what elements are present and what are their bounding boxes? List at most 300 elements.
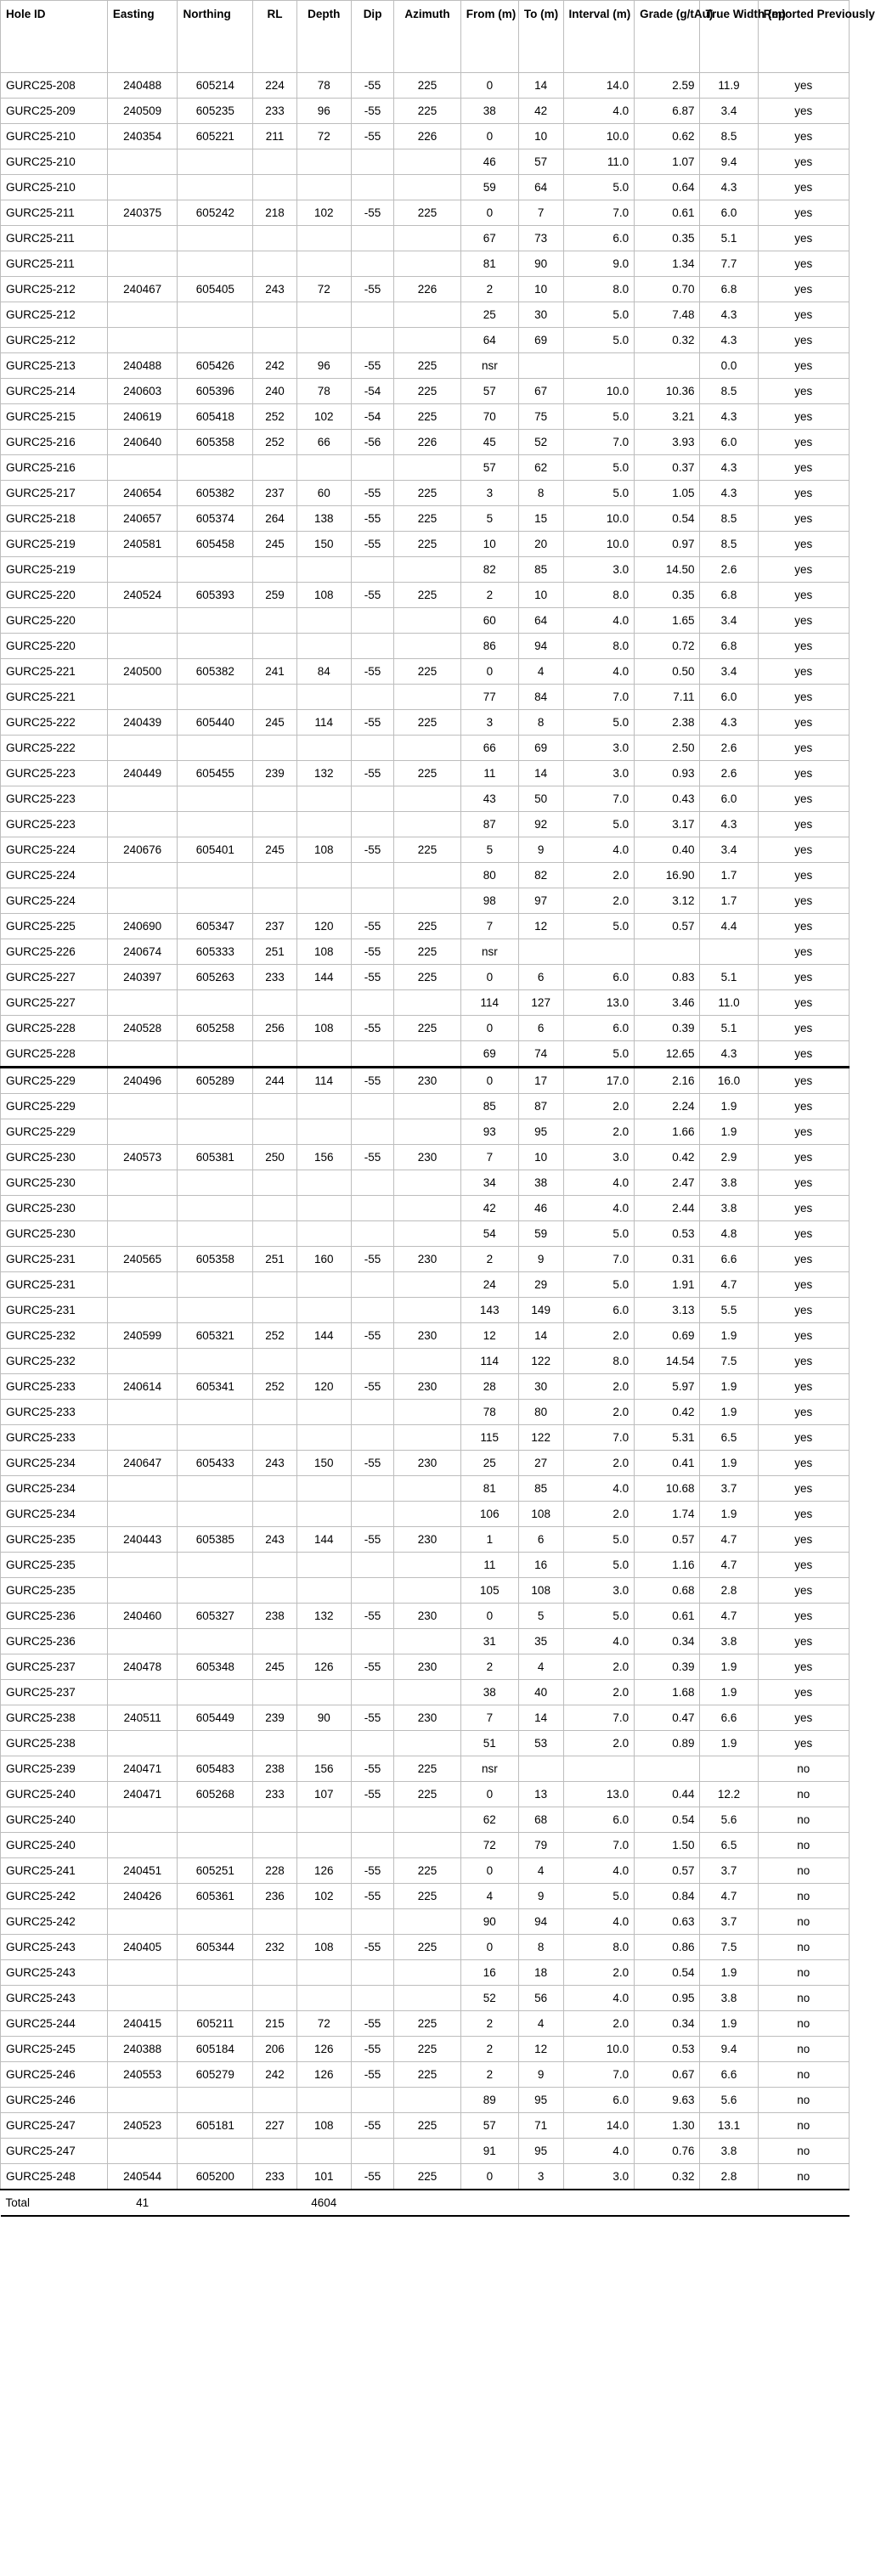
cell-from: 0 [460, 2164, 518, 2190]
cell-dip [351, 1960, 394, 1986]
cell-interval: 2.0 [563, 1680, 635, 1705]
cell-to: 57 [518, 149, 563, 175]
cell-reported-previously: yes [758, 939, 849, 965]
cell-dip [351, 1807, 394, 1833]
header-azimuth: Azimuth [394, 1, 460, 73]
cell-to: 62 [518, 455, 563, 481]
cell-northing: 605235 [178, 99, 253, 124]
table-row [1, 430, 850, 455]
table-row [1, 990, 850, 1016]
cell-depth: 144 [296, 965, 351, 990]
cell-to: 8 [518, 1935, 563, 1960]
cell-easting: 240488 [107, 73, 178, 99]
cell-northing: 605181 [178, 2113, 253, 2139]
cell-grade: 0.50 [635, 659, 700, 685]
cell-true-width: 1.9 [700, 1731, 758, 1756]
cell-azimuth: 225 [394, 1756, 460, 1782]
cell-dip: -55 [351, 277, 394, 302]
cell-northing: 605382 [178, 481, 253, 506]
cell-hole-id: GURC25-229 [1, 1119, 108, 1145]
table-row [1, 1833, 850, 1858]
cell-to: 42 [518, 99, 563, 124]
table-row [1, 1654, 850, 1680]
cell-interval: 2.0 [563, 1731, 635, 1756]
cell-azimuth [394, 863, 460, 888]
cell-dip: -55 [351, 73, 394, 99]
cell-to: 95 [518, 1119, 563, 1145]
cell-dip: -56 [351, 430, 394, 455]
table-row [1, 73, 850, 99]
cell-easting: 240471 [107, 1756, 178, 1782]
cell-true-width: 5.6 [700, 1807, 758, 1833]
cell-northing [178, 1400, 253, 1425]
cell-true-width: 4.3 [700, 812, 758, 837]
cell-azimuth: 225 [394, 73, 460, 99]
cell-northing [178, 1425, 253, 1451]
cell-reported-previously: no [758, 1807, 849, 1833]
cell-reported-previously: yes [758, 277, 849, 302]
cell-from: 81 [460, 251, 518, 277]
cell-grade: 0.97 [635, 532, 700, 557]
cell-grade: 0.41 [635, 1451, 700, 1476]
cell-to: 9 [518, 837, 563, 863]
cell-true-width: 6.6 [700, 2062, 758, 2088]
cell-dip: -55 [351, 506, 394, 532]
cell-northing [178, 557, 253, 583]
cell-true-width: 2.6 [700, 736, 758, 761]
cell-depth: 78 [296, 379, 351, 404]
cell-dip [351, 1629, 394, 1654]
cell-dip [351, 302, 394, 328]
cell-azimuth: 226 [394, 277, 460, 302]
cell-hole-id: GURC25-230 [1, 1170, 108, 1196]
header-reported-previously: Reported Previously [758, 1, 849, 73]
cell-rl: 240 [253, 379, 297, 404]
cell-to: 95 [518, 2088, 563, 2113]
cell-rl [253, 2139, 297, 2164]
cell-easting [107, 251, 178, 277]
cell-depth [296, 608, 351, 634]
cell-dip [351, 2088, 394, 2113]
cell-from: 4 [460, 1884, 518, 1909]
cell-true-width: 6.8 [700, 634, 758, 659]
cell-from: 67 [460, 226, 518, 251]
cell-grade: 0.43 [635, 786, 700, 812]
cell-grade: 0.95 [635, 1986, 700, 2011]
cell-from: 86 [460, 634, 518, 659]
cell-easting: 240415 [107, 2011, 178, 2037]
table-row [1, 2062, 850, 2088]
cell-true-width: 1.9 [700, 1094, 758, 1119]
cell-to: 4 [518, 1654, 563, 1680]
cell-to: 84 [518, 685, 563, 710]
cell-from: 59 [460, 175, 518, 200]
cell-reported-previously: yes [758, 1349, 849, 1374]
cell-reported-previously: yes [758, 710, 849, 736]
cell-azimuth [394, 1425, 460, 1451]
table-row [1, 1272, 850, 1298]
cell-from: 0 [460, 1782, 518, 1807]
cell-reported-previously: yes [758, 1247, 849, 1272]
cell-rl: 242 [253, 2062, 297, 2088]
cell-interval: 4.0 [563, 1629, 635, 1654]
cell-easting: 240544 [107, 2164, 178, 2190]
cell-grade: 0.64 [635, 175, 700, 200]
cell-azimuth [394, 1731, 460, 1756]
cell-grade: 0.93 [635, 761, 700, 786]
cell-hole-id: GURC25-236 [1, 1629, 108, 1654]
cell-interval: 10.0 [563, 506, 635, 532]
cell-hole-id: GURC25-221 [1, 659, 108, 685]
cell-from: 7 [460, 1705, 518, 1731]
cell-hole-id: GURC25-223 [1, 786, 108, 812]
cell-true-width: 5.6 [700, 2088, 758, 2113]
cell-interval: 8.0 [563, 1935, 635, 1960]
cell-to: 5 [518, 1604, 563, 1629]
cell-true-width: 2.6 [700, 557, 758, 583]
cell-reported-previously: yes [758, 1196, 849, 1221]
cell-true-width: 4.3 [700, 455, 758, 481]
cell-from: 1 [460, 1527, 518, 1553]
cell-to: 15 [518, 506, 563, 532]
cell-true-width: 4.8 [700, 1221, 758, 1247]
cell-from: 57 [460, 379, 518, 404]
cell-depth: 150 [296, 532, 351, 557]
cell-hole-id: GURC25-224 [1, 888, 108, 914]
cell-northing [178, 1349, 253, 1374]
cell-northing [178, 1553, 253, 1578]
cell-hole-id: GURC25-220 [1, 634, 108, 659]
cell-interval: 8.0 [563, 277, 635, 302]
cell-dip [351, 175, 394, 200]
cell-easting [107, 226, 178, 251]
cell-from: 45 [460, 430, 518, 455]
cell-to: 10 [518, 124, 563, 149]
cell-from: 12 [460, 1323, 518, 1349]
cell-from: 42 [460, 1196, 518, 1221]
cell-true-width: 6.0 [700, 786, 758, 812]
cell-from: 0 [460, 1858, 518, 1884]
cell-interval: 14.0 [563, 2113, 635, 2139]
cell-to [518, 353, 563, 379]
cell-interval: 2.0 [563, 1654, 635, 1680]
cell-true-width: 1.9 [700, 2011, 758, 2037]
header-interval: Interval (m) [563, 1, 635, 73]
cell-dip [351, 736, 394, 761]
cell-to: 75 [518, 404, 563, 430]
cell-grade: 0.39 [635, 1654, 700, 1680]
cell-grade: 0.35 [635, 583, 700, 608]
cell-rl: 237 [253, 914, 297, 939]
cell-interval [563, 939, 635, 965]
cell-to: 79 [518, 1833, 563, 1858]
table-row [1, 506, 850, 532]
cell-northing [178, 1041, 253, 1068]
cell-depth [296, 1986, 351, 2011]
cell-interval: 5.0 [563, 1527, 635, 1553]
cell-grade: 1.68 [635, 1680, 700, 1705]
cell-hole-id: GURC25-238 [1, 1705, 108, 1731]
cell-hole-id: GURC25-241 [1, 1858, 108, 1884]
cell-from: 0 [460, 1068, 518, 1094]
cell-hole-id: GURC25-247 [1, 2113, 108, 2139]
cell-to: 108 [518, 1578, 563, 1604]
cell-rl [253, 1909, 297, 1935]
header-depth: Depth [296, 1, 351, 73]
cell-dip: -55 [351, 353, 394, 379]
cell-to: 29 [518, 1272, 563, 1298]
table-row [1, 1298, 850, 1323]
cell-grade: 0.31 [635, 1247, 700, 1272]
cell-true-width: 4.7 [700, 1527, 758, 1553]
cell-hole-id: GURC25-229 [1, 1068, 108, 1094]
cell-dip: -55 [351, 710, 394, 736]
cell-from: 82 [460, 557, 518, 583]
table-row [1, 608, 850, 634]
cell-azimuth: 230 [394, 1068, 460, 1094]
cell-grade [635, 1756, 700, 1782]
cell-easting [107, 1170, 178, 1196]
cell-reported-previously: yes [758, 761, 849, 786]
cell-true-width: 1.9 [700, 1502, 758, 1527]
cell-dip: -54 [351, 404, 394, 430]
cell-reported-previously: yes [758, 1400, 849, 1425]
cell-rl: 239 [253, 1705, 297, 1731]
cell-easting: 240488 [107, 353, 178, 379]
cell-grade: 3.12 [635, 888, 700, 914]
table-row [1, 302, 850, 328]
cell-northing [178, 634, 253, 659]
cell-true-width: 8.5 [700, 124, 758, 149]
cell-easting [107, 608, 178, 634]
cell-easting [107, 1298, 178, 1323]
table-row [1, 939, 850, 965]
cell-rl: 252 [253, 1374, 297, 1400]
cell-interval [563, 353, 635, 379]
cell-hole-id: GURC25-243 [1, 1935, 108, 1960]
cell-depth [296, 1960, 351, 1986]
table-row [1, 557, 850, 583]
table-row [1, 2011, 850, 2037]
cell-hole-id: GURC25-214 [1, 379, 108, 404]
cell-rl [253, 863, 297, 888]
cell-to: 14 [518, 761, 563, 786]
cell-true-width: 3.7 [700, 1909, 758, 1935]
cell-grade: 2.16 [635, 1068, 700, 1094]
cell-northing [178, 1502, 253, 1527]
cell-azimuth [394, 812, 460, 837]
cell-reported-previously: yes [758, 99, 849, 124]
cell-depth: 114 [296, 1068, 351, 1094]
cell-hole-id: GURC25-230 [1, 1196, 108, 1221]
cell-dip: -55 [351, 1247, 394, 1272]
cell-interval: 2.0 [563, 1451, 635, 1476]
cell-hole-id: GURC25-233 [1, 1400, 108, 1425]
cell-northing [178, 863, 253, 888]
cell-azimuth [394, 685, 460, 710]
cell-true-width: 5.1 [700, 226, 758, 251]
cell-depth [296, 1502, 351, 1527]
cell-to: 13 [518, 1782, 563, 1807]
cell-easting: 240451 [107, 1858, 178, 1884]
cell-reported-previously: yes [758, 481, 849, 506]
cell-rl [253, 328, 297, 353]
cell-reported-previously: yes [758, 379, 849, 404]
cell-dip [351, 1909, 394, 1935]
cell-rl [253, 1170, 297, 1196]
cell-reported-previously: yes [758, 634, 849, 659]
cell-grade: 1.91 [635, 1272, 700, 1298]
cell-reported-previously: yes [758, 685, 849, 710]
cell-to: 59 [518, 1221, 563, 1247]
cell-easting: 240614 [107, 1374, 178, 1400]
cell-northing [178, 328, 253, 353]
cell-to: 10 [518, 277, 563, 302]
cell-dip: -55 [351, 1145, 394, 1170]
cell-azimuth [394, 608, 460, 634]
cell-dip [351, 1553, 394, 1578]
cell-hole-id: GURC25-235 [1, 1527, 108, 1553]
cell-interval: 11.0 [563, 149, 635, 175]
cell-hole-id: GURC25-246 [1, 2062, 108, 2088]
cell-to: 87 [518, 1094, 563, 1119]
cell-easting: 240603 [107, 379, 178, 404]
cell-to: 12 [518, 914, 563, 939]
cell-true-width: 6.5 [700, 1425, 758, 1451]
cell-true-width: 3.8 [700, 2139, 758, 2164]
cell-reported-previously: no [758, 1935, 849, 1960]
cell-azimuth [394, 1170, 460, 1196]
cell-easting: 240443 [107, 1527, 178, 1553]
cell-hole-id: GURC25-243 [1, 1960, 108, 1986]
cell-depth: 102 [296, 200, 351, 226]
cell-easting [107, 1680, 178, 1705]
cell-rl [253, 1041, 297, 1068]
cell-rl: 264 [253, 506, 297, 532]
cell-from: 60 [460, 608, 518, 634]
cell-azimuth: 225 [394, 914, 460, 939]
cell-to: 80 [518, 1400, 563, 1425]
cell-grade: 2.50 [635, 736, 700, 761]
cell-northing [178, 1833, 253, 1858]
cell-rl [253, 888, 297, 914]
cell-to: 69 [518, 328, 563, 353]
cell-true-width: 3.8 [700, 1986, 758, 2011]
cell-from: 5 [460, 837, 518, 863]
cell-from: 0 [460, 73, 518, 99]
cell-easting [107, 1731, 178, 1756]
cell-reported-previously: yes [758, 812, 849, 837]
table-row [1, 1451, 850, 1476]
cell-interval: 3.0 [563, 557, 635, 583]
cell-interval: 10.0 [563, 532, 635, 557]
cell-to: 85 [518, 1476, 563, 1502]
table-row [1, 2088, 850, 2113]
header-from: From (m) [460, 1, 518, 73]
cell-rl [253, 1298, 297, 1323]
cell-grade: 10.68 [635, 1476, 700, 1502]
cell-grade: 1.16 [635, 1553, 700, 1578]
cell-to: 40 [518, 1680, 563, 1705]
cell-northing [178, 1094, 253, 1119]
cell-northing: 605344 [178, 1935, 253, 1960]
cell-reported-previously: yes [758, 1553, 849, 1578]
cell-to [518, 1756, 563, 1782]
cell-to: 122 [518, 1425, 563, 1451]
cell-depth [296, 2139, 351, 2164]
cell-depth: 150 [296, 1451, 351, 1476]
cell-from: 105 [460, 1578, 518, 1604]
cell-azimuth [394, 557, 460, 583]
cell-grade: 2.47 [635, 1170, 700, 1196]
cell-hole-id: GURC25-233 [1, 1374, 108, 1400]
cell-northing: 605279 [178, 2062, 253, 2088]
cell-azimuth [394, 2139, 460, 2164]
cell-true-width: 3.4 [700, 608, 758, 634]
cell-depth: 72 [296, 124, 351, 149]
cell-interval: 5.0 [563, 1221, 635, 1247]
cell-dip [351, 888, 394, 914]
cell-dip: -55 [351, 1884, 394, 1909]
cell-interval: 7.0 [563, 430, 635, 455]
cell-grade: 3.21 [635, 404, 700, 430]
cell-hole-id: GURC25-246 [1, 2088, 108, 2113]
cell-true-width: 4.7 [700, 1884, 758, 1909]
header-hole-id: Hole ID [1, 1, 108, 73]
cell-azimuth: 225 [394, 1935, 460, 1960]
cell-depth [296, 1272, 351, 1298]
cell-northing: 605263 [178, 965, 253, 990]
cell-rl: 245 [253, 710, 297, 736]
cell-dip: -55 [351, 99, 394, 124]
cell-azimuth [394, 226, 460, 251]
cell-true-width: 5.1 [700, 1016, 758, 1041]
cell-azimuth: 230 [394, 1451, 460, 1476]
cell-northing: 605268 [178, 1782, 253, 1807]
cell-easting: 240375 [107, 200, 178, 226]
cell-dip: -55 [351, 837, 394, 863]
cell-rl [253, 1196, 297, 1221]
cell-from: 106 [460, 1502, 518, 1527]
table-row [1, 1807, 850, 1833]
cell-from: 2 [460, 2011, 518, 2037]
cell-hole-id: GURC25-219 [1, 557, 108, 583]
cell-dip [351, 608, 394, 634]
cell-true-width: 2.8 [700, 2164, 758, 2190]
cell-interval: 6.0 [563, 1016, 635, 1041]
cell-grade: 1.66 [635, 1119, 700, 1145]
cell-reported-previously: yes [758, 557, 849, 583]
cell-northing: 605242 [178, 200, 253, 226]
cell-northing [178, 888, 253, 914]
cell-easting: 240388 [107, 2037, 178, 2062]
cell-depth: 108 [296, 837, 351, 863]
cell-easting [107, 149, 178, 175]
cell-rl: 232 [253, 1935, 297, 1960]
cell-dip: -55 [351, 1374, 394, 1400]
cell-rl: 233 [253, 965, 297, 990]
cell-rl [253, 1960, 297, 1986]
cell-true-width: 4.3 [700, 302, 758, 328]
table-row [1, 1400, 850, 1425]
cell-easting [107, 1094, 178, 1119]
cell-from: 10 [460, 532, 518, 557]
cell-depth [296, 1578, 351, 1604]
cell-from: 62 [460, 1807, 518, 1833]
cell-northing: 605440 [178, 710, 253, 736]
cell-from: 7 [460, 914, 518, 939]
cell-dip: -55 [351, 2037, 394, 2062]
